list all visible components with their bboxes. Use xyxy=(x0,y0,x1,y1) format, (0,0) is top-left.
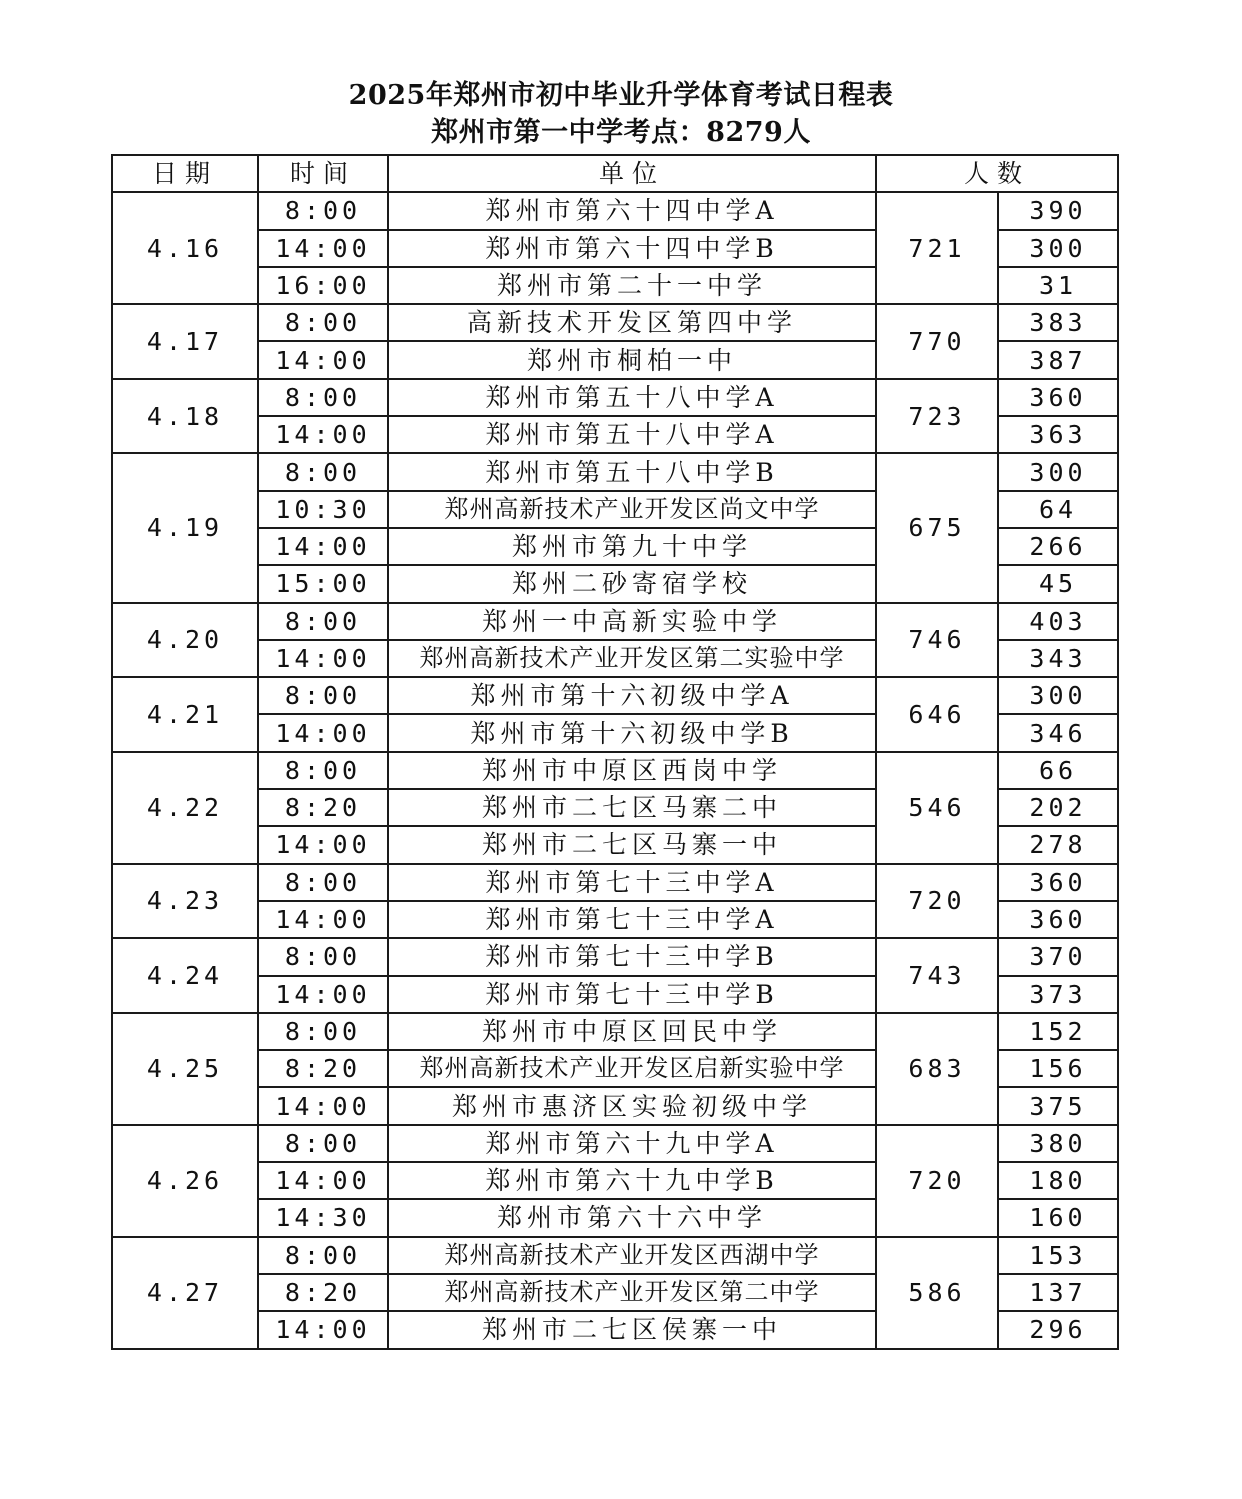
table-row xyxy=(112,752,1118,789)
unit-cell: 郑州市二七区侯寨一中 xyxy=(388,1311,876,1348)
unit-cell: 郑州市第五十八中学B xyxy=(388,453,876,490)
date-cell: 4.19 xyxy=(112,453,258,602)
date-cell: 4.23 xyxy=(112,864,258,939)
count-cell: 370 xyxy=(998,938,1118,975)
count-cell: 137 xyxy=(998,1274,1118,1311)
date-cell: 4.27 xyxy=(112,1237,258,1349)
page-title: 2025年郑州市初中毕业升学体育考试日程表 xyxy=(348,80,894,111)
schedule-body xyxy=(112,192,1118,1348)
table-row xyxy=(112,453,1118,490)
day-total-cell: 746 xyxy=(876,603,998,678)
count-cell: 360 xyxy=(998,864,1118,901)
time-cell: 8:00 xyxy=(258,304,388,341)
count-cell: 152 xyxy=(998,1013,1118,1050)
time-cell: 8:00 xyxy=(258,1125,388,1162)
time-cell: 14:00 xyxy=(258,230,388,267)
time-cell: 14:00 xyxy=(258,341,388,378)
count-cell: 278 xyxy=(998,826,1118,863)
table-row xyxy=(112,603,1118,640)
day-total-cell: 721 xyxy=(876,192,998,304)
unit-cell: 郑州高新技术产业开发区西湖中学 xyxy=(388,1237,876,1274)
count-cell: 380 xyxy=(998,1125,1118,1162)
count-cell: 383 xyxy=(998,304,1118,341)
date-cell: 4.18 xyxy=(112,379,258,454)
time-cell: 14:00 xyxy=(258,976,388,1013)
table-row xyxy=(112,192,1118,229)
unit-cell: 郑州市中原区西岗中学 xyxy=(388,752,876,789)
date-cell: 4.20 xyxy=(112,603,258,678)
table-row xyxy=(112,304,1118,341)
count-cell: 343 xyxy=(998,640,1118,677)
unit-cell: 郑州高新技术产业开发区第二中学 xyxy=(388,1274,876,1311)
table-row xyxy=(112,677,1118,714)
header-count: 人数 xyxy=(876,155,1118,192)
table-row xyxy=(112,938,1118,975)
unit-cell: 郑州市第五十八中学A xyxy=(388,416,876,453)
count-cell: 64 xyxy=(998,491,1118,528)
unit-cell: 郑州市中原区回民中学 xyxy=(388,1013,876,1050)
table-row xyxy=(112,379,1118,416)
unit-cell: 高新技术开发区第四中学 xyxy=(388,304,876,341)
date-cell: 4.25 xyxy=(112,1013,258,1125)
date-cell: 4.16 xyxy=(112,192,258,304)
time-cell: 8:00 xyxy=(258,752,388,789)
count-cell: 296 xyxy=(998,1311,1118,1348)
time-cell: 14:00 xyxy=(258,1087,388,1124)
time-cell: 10:30 xyxy=(258,491,388,528)
count-cell: 360 xyxy=(998,901,1118,938)
time-cell: 8:20 xyxy=(258,1274,388,1311)
count-cell: 160 xyxy=(998,1199,1118,1236)
time-cell: 16:00 xyxy=(258,267,388,304)
time-cell: 8:00 xyxy=(258,379,388,416)
unit-cell: 郑州市第二十一中学 xyxy=(388,267,876,304)
day-total-cell: 675 xyxy=(876,453,998,602)
time-cell: 8:00 xyxy=(258,677,388,714)
time-cell: 14:30 xyxy=(258,1199,388,1236)
time-cell: 8:00 xyxy=(258,603,388,640)
time-cell: 8:00 xyxy=(258,1013,388,1050)
unit-cell: 郑州市桐柏一中 xyxy=(388,341,876,378)
unit-cell: 郑州市第六十九中学B xyxy=(388,1162,876,1199)
table-row xyxy=(112,1237,1118,1274)
count-cell: 300 xyxy=(998,230,1118,267)
time-cell: 14:00 xyxy=(258,826,388,863)
day-total-cell: 683 xyxy=(876,1013,998,1125)
day-total-cell: 723 xyxy=(876,379,998,454)
day-total-cell: 546 xyxy=(876,752,998,864)
count-cell: 363 xyxy=(998,416,1118,453)
day-total-cell: 743 xyxy=(876,938,998,1013)
unit-cell: 郑州市第六十四中学B xyxy=(388,230,876,267)
time-cell: 14:00 xyxy=(258,528,388,565)
unit-cell: 郑州市第十六初级中学A xyxy=(388,677,876,714)
time-cell: 14:00 xyxy=(258,901,388,938)
unit-cell: 郑州高新技术产业开发区尚文中学 xyxy=(388,491,876,528)
unit-cell: 郑州市惠济区实验初级中学 xyxy=(388,1087,876,1124)
header-row xyxy=(112,155,1118,192)
time-cell: 8:00 xyxy=(258,1237,388,1274)
unit-cell: 郑州市二七区马寨一中 xyxy=(388,826,876,863)
time-cell: 8:20 xyxy=(258,789,388,826)
count-cell: 403 xyxy=(998,603,1118,640)
unit-cell: 郑州二砂寄宿学校 xyxy=(388,565,876,602)
unit-cell: 郑州高新技术产业开发区启新实验中学 xyxy=(388,1050,876,1087)
time-cell: 14:00 xyxy=(258,640,388,677)
count-cell: 156 xyxy=(998,1050,1118,1087)
time-cell: 15:00 xyxy=(258,565,388,602)
unit-cell: 郑州市第七十三中学A xyxy=(388,864,876,901)
count-cell: 346 xyxy=(998,714,1118,751)
unit-cell: 郑州市第七十三中学B xyxy=(388,938,876,975)
count-cell: 360 xyxy=(998,379,1118,416)
time-cell: 8:20 xyxy=(258,1050,388,1087)
schedule-table xyxy=(111,154,1119,1350)
unit-cell: 郑州市第七十三中学A xyxy=(388,901,876,938)
date-cell: 4.17 xyxy=(112,304,258,379)
day-total-cell: 720 xyxy=(876,864,998,939)
date-cell: 4.22 xyxy=(112,752,258,864)
unit-cell: 郑州市第十六初级中学B xyxy=(388,714,876,751)
page-subtitle: 郑州市第一中学考点：8279人 xyxy=(431,117,811,148)
day-total-cell: 770 xyxy=(876,304,998,379)
time-cell: 8:00 xyxy=(258,192,388,229)
count-cell: 300 xyxy=(998,677,1118,714)
date-cell: 4.21 xyxy=(112,677,258,752)
unit-cell: 郑州市第六十六中学 xyxy=(388,1199,876,1236)
time-cell: 8:00 xyxy=(258,938,388,975)
unit-cell: 郑州市第九十中学 xyxy=(388,528,876,565)
time-cell: 14:00 xyxy=(258,416,388,453)
table-row xyxy=(112,1013,1118,1050)
table-row xyxy=(112,1125,1118,1162)
date-cell: 4.24 xyxy=(112,938,258,1013)
day-total-cell: 646 xyxy=(876,677,998,752)
table-row xyxy=(112,864,1118,901)
time-cell: 8:00 xyxy=(258,864,388,901)
count-cell: 390 xyxy=(998,192,1118,229)
header-unit: 单位 xyxy=(388,155,876,192)
header-date: 日期 xyxy=(112,155,258,192)
day-total-cell: 720 xyxy=(876,1125,998,1237)
count-cell: 387 xyxy=(998,341,1118,378)
time-cell: 14:00 xyxy=(258,1162,388,1199)
unit-cell: 郑州市第七十三中学B xyxy=(388,976,876,1013)
unit-cell: 郑州一中高新实验中学 xyxy=(388,603,876,640)
unit-cell: 郑州市第六十四中学A xyxy=(388,192,876,229)
count-cell: 373 xyxy=(998,976,1118,1013)
count-cell: 266 xyxy=(998,528,1118,565)
time-cell: 14:00 xyxy=(258,714,388,751)
count-cell: 31 xyxy=(998,267,1118,304)
unit-cell: 郑州市第五十八中学A xyxy=(388,379,876,416)
unit-cell: 郑州市二七区马寨二中 xyxy=(388,789,876,826)
count-cell: 375 xyxy=(998,1087,1118,1124)
count-cell: 66 xyxy=(998,752,1118,789)
unit-cell: 郑州市第六十九中学A xyxy=(388,1125,876,1162)
day-total-cell: 586 xyxy=(876,1237,998,1349)
unit-cell: 郑州高新技术产业开发区第二实验中学 xyxy=(388,640,876,677)
count-cell: 202 xyxy=(998,789,1118,826)
date-cell: 4.26 xyxy=(112,1125,258,1237)
header-time: 时间 xyxy=(258,155,388,192)
count-cell: 300 xyxy=(998,453,1118,490)
time-cell: 8:00 xyxy=(258,453,388,490)
time-cell: 14:00 xyxy=(258,1311,388,1348)
count-cell: 153 xyxy=(998,1237,1118,1274)
count-cell: 180 xyxy=(998,1162,1118,1199)
count-cell: 45 xyxy=(998,565,1118,602)
